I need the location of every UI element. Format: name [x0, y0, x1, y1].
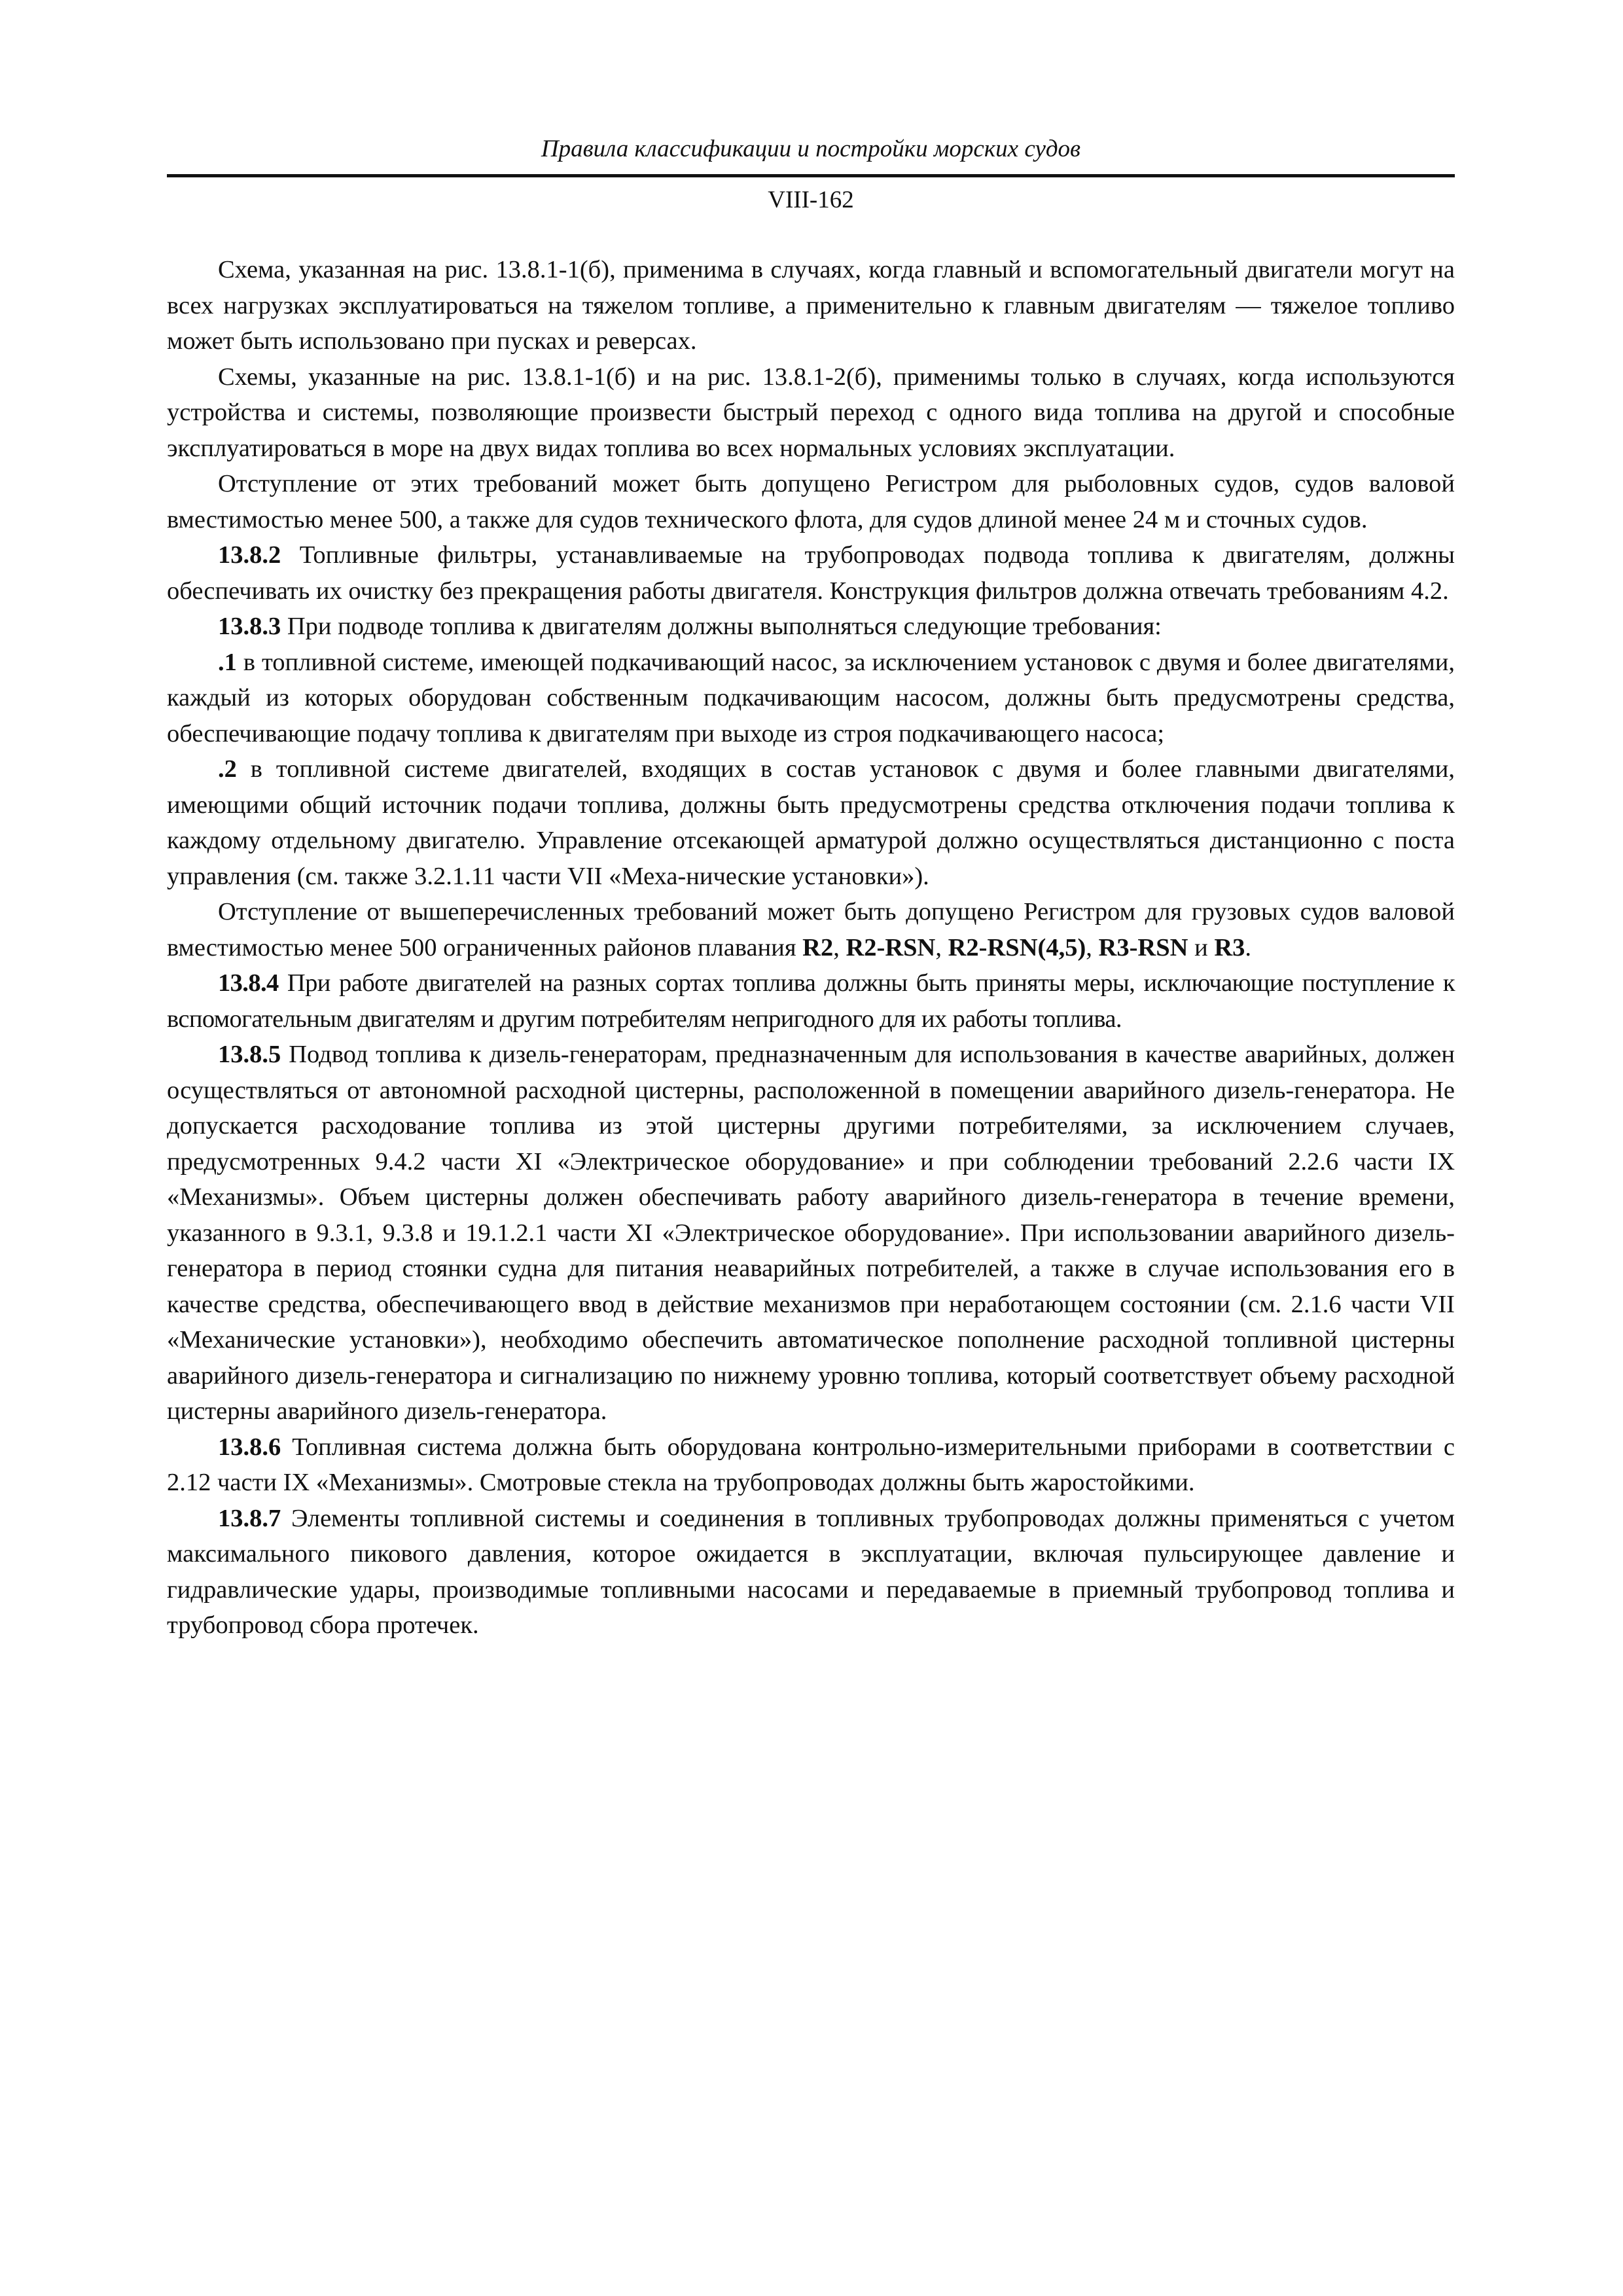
clause-number: 13.8.2: [218, 541, 281, 569]
header-rule: [167, 174, 1455, 177]
paragraph-item-1: [167, 645, 1455, 752]
clause-text: Топливная система должна быть оборудована контрольно-измерительными приборами в соответствии с 2.12 части IX «Механизмы». Смотровые стекла на трубопроводах должны быть жаростойкими.: [167, 1433, 1455, 1496]
paragraph-exemption: Отступление от этих требований может быть допущено Регистром для рыболовных судов, судов валовой вместимостью менее 500, а также для судов технического флота, для судов длиной менее 24 м и сточных судов.: [167, 470, 1455, 533]
clause-text: При подводе топлива к двигателям должны выполняться следующие требования:: [281, 613, 1162, 640]
paragraph-13-8-7: [167, 1501, 1455, 1643]
paragraph-13-8-5: [167, 1037, 1455, 1429]
item-number: .1: [218, 648, 237, 676]
paragraph-13-8-4: [167, 965, 1455, 1037]
area-r2-rsn: R2-RSN: [846, 933, 936, 961]
clause-number: 13.8.3: [218, 613, 281, 640]
exemption-text: Отступление от вышеперечисленных требований может быть допущено Регистром для грузовых судов валовой вместимостью менее 500 ограниченных районов плавания: [167, 898, 1455, 961]
area-r3: R3: [1214, 933, 1245, 961]
paragraph-item-2: [167, 751, 1455, 894]
paragraph-13-8-3: [167, 609, 1455, 645]
paragraph-schemes-applicability: Схемы, указанные на рис. 13.8.1-1(б) и на рис. 13.8.1-2(б), применимы только в случаях, когда используются устройства и системы, позволяющие произвести быстрый переход с одного вида топлива на другой и способные эксплуатироваться в море на двух видах топлива во всех нормальных условиях эксплуатации.: [167, 363, 1455, 462]
item-text: в топливной системе двигателей, входящих в состав установок с двумя и более главными двигателями, имеющими общий источник подачи топлива, должны быть предусмотрены средства отключения подачи топлива к каждому отдельному двигателю. Управление отсекающей арматурой должно осуществляться дистанционно с поста управления (см. также 3.2.1.11 части VII «Меха-нические установки»).: [167, 755, 1455, 890]
clause-text: Элементы топливной системы и соединения в топливных трубопроводах должны применяться с учетом максимального пикового давления, которое ожидается в эксплуатации, включая пульсирующее давление и гидравлические удары, производимые топливными насосами и передаваемые в приемный трубопровод топлива и трубопровод сбора протечек.: [167, 1504, 1455, 1639]
clause-number: 13.8.7: [218, 1504, 281, 1532]
separator: ,: [1086, 933, 1099, 961]
area-r3-rsn: R3-RSN: [1098, 933, 1188, 961]
paragraph-scheme-1b: Схема, указанная на рис. 13.8.1-1(б), применима в случаях, когда главный и вспомогательный двигатели могут на всех нагрузках эксплуатироваться на тяжелом топливе, а применительно к главным двигателям — тяжелое топливо может быть использовано при пусках и реверсах.: [167, 256, 1455, 355]
sentence-end: .: [1245, 933, 1251, 961]
separator: ,: [935, 933, 948, 961]
separator: и: [1188, 933, 1215, 961]
item-number: .2: [218, 755, 237, 783]
separator: ,: [833, 933, 846, 961]
paragraph-13-8-2: [167, 537, 1455, 609]
page-number: VIII-162: [768, 187, 854, 213]
clause-number: 13.8.4: [218, 969, 279, 997]
item-text: в топливной системе, имеющей подкачивающий насос, за исключением установок с двумя и более двигателями, каждый из которых оборудован собственным подкачивающим насосом, должны быть предусмотрены средства, обеспечивающие подачу топлива к двигателям при выходе из строя подкачивающего насоса;: [167, 648, 1455, 747]
clause-text: Топливные фильтры, устанавливаемые на трубопроводах подвода топлива к двигателям, должны обеспечивать их очистку без прекращения работы двигателя. Конструкция фильтров должна отвечать требованиям 4.2.: [167, 541, 1455, 605]
paragraph-13-8-6: [167, 1429, 1455, 1501]
area-r2-rsn-4-5: R2-RSN(4,5): [948, 933, 1086, 961]
document-body: [167, 252, 1455, 1643]
clause-text: При работе двигателей на разных сортах топлива должны быть приняты меры, исключающие поступление к вспомогательным двигателям и другим потребителям непригодного для их работы топлива.: [167, 969, 1455, 1033]
clause-number: 13.8.6: [218, 1433, 281, 1461]
running-header: Правила классификации и постройки морских судов: [541, 135, 1081, 162]
clause-number: 13.8.5: [218, 1041, 281, 1068]
area-r2: R2: [802, 933, 834, 961]
clause-text: Подвод топлива к дизель-генераторам, предназначенным для использования в качестве аварийных, должен осуществляться от автономной расходной цистерны, расположенной в помещении аварийного дизель-генератора. Не допускается расходование топлива из этой цистерны другими потребителями, за исключением случаев, предусмотренных 9.4.2 части XI «Электрическое оборудование» и при соблюдении требований 2.2.6 части IX «Механизмы». Объем цистерны должен обеспечивать работу аварийного дизель-генератора в течение времени, указанного в 9.3.1, 9.3.8 и 19.1.2.1 части XI «Электрическое оборудование». При использовании аварийного дизель-генератора в период стоянки судна для питания неаварийных потребителей, а также в случае использования его в качестве средства, обеспечивающего ввод в действие механизмов при неработающем состоянии (см. 2.1.6 части VII «Механические установки»), необходимо обеспечить автоматическое пополнение расходной топливной цистерны аварийного дизель-генератора и сигнализацию по нижнему уровню топлива, который соответствует объему расходной цистерны аварийного дизель-генератора.: [167, 1041, 1455, 1425]
paragraph-cargo-exemption: [167, 894, 1455, 965]
